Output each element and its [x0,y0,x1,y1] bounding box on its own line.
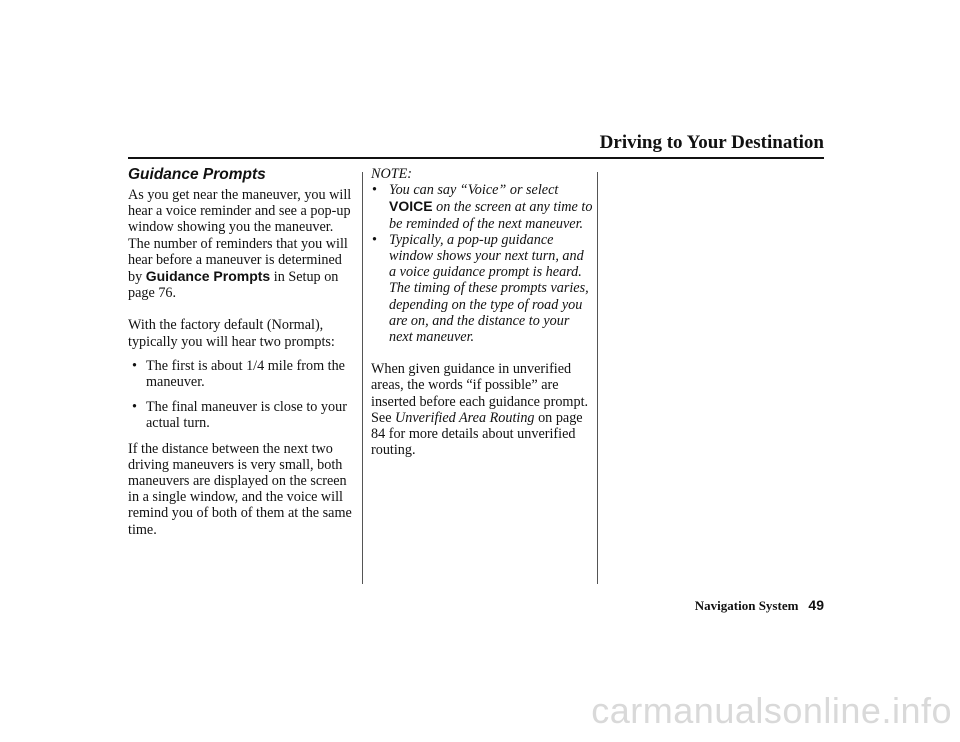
column-divider-1 [362,172,363,584]
prompt-list [128,358,354,432]
list-item: • Typically, a pop-up guidance window shows your next turn, and a voice guidance prompt is heard. The timing of these prompts varies, depending on the type of road you are on, and the distance to your next maneuver. [371,232,593,345]
list-item [371,182,593,232]
distance-paragraph: If the distance between the next two driving maneuvers is very small, both maneuvers are displayed on the screen in a single window, and the voice will remind you of both of them at the same time. [128,440,352,538]
page-number: 49 [808,597,824,613]
note1-post: on the screen at any time to be reminded of the next maneuver. [389,199,593,232]
intro-text: As you get near the maneuver, you will hear a voice reminder and see a pop-up window showing you the maneuver. The number of reminders that you will hear before a maneuver is determined by [128,187,352,286]
page-header-title: Driving to Your Destination [599,132,824,153]
left-column [128,166,354,538]
default-paragraph: With the factory default (Normal), typically you will hear two prompts: [128,317,335,350]
unverified-pre: When given guidance in unverified areas, the words “if possible” are inserted before each guidance prompt. See [371,361,589,426]
unverified-post: on page 84 for more details about unverified routing. [371,409,583,459]
intro-tail: in Setup on page 76. [128,269,339,302]
list-item: • The final maneuver is close to your actual turn. [128,399,354,431]
header-rule [128,157,824,159]
column-divider-2 [597,172,598,584]
footer-section: Navigation System [694,598,799,613]
watermark: carmanualsonline.info [591,690,952,731]
note-list [371,182,593,345]
note-label: NOTE: [371,166,412,182]
guidance-prompts-term: Guidance Prompts [145,268,271,285]
list-item: • The first is about 1/4 mile from the maneuver. [128,358,354,390]
note1-pre: You can say “Voice” or select [389,182,559,199]
unverified-paragraph [371,361,593,458]
unverified-routing-reference: Unverified Area Routing [395,409,535,426]
section-heading: Guidance Prompts [128,166,266,183]
intro-paragraph [128,187,354,301]
voice-term: VOICE [389,198,433,215]
page-footer [695,597,824,614]
right-column [371,166,593,458]
